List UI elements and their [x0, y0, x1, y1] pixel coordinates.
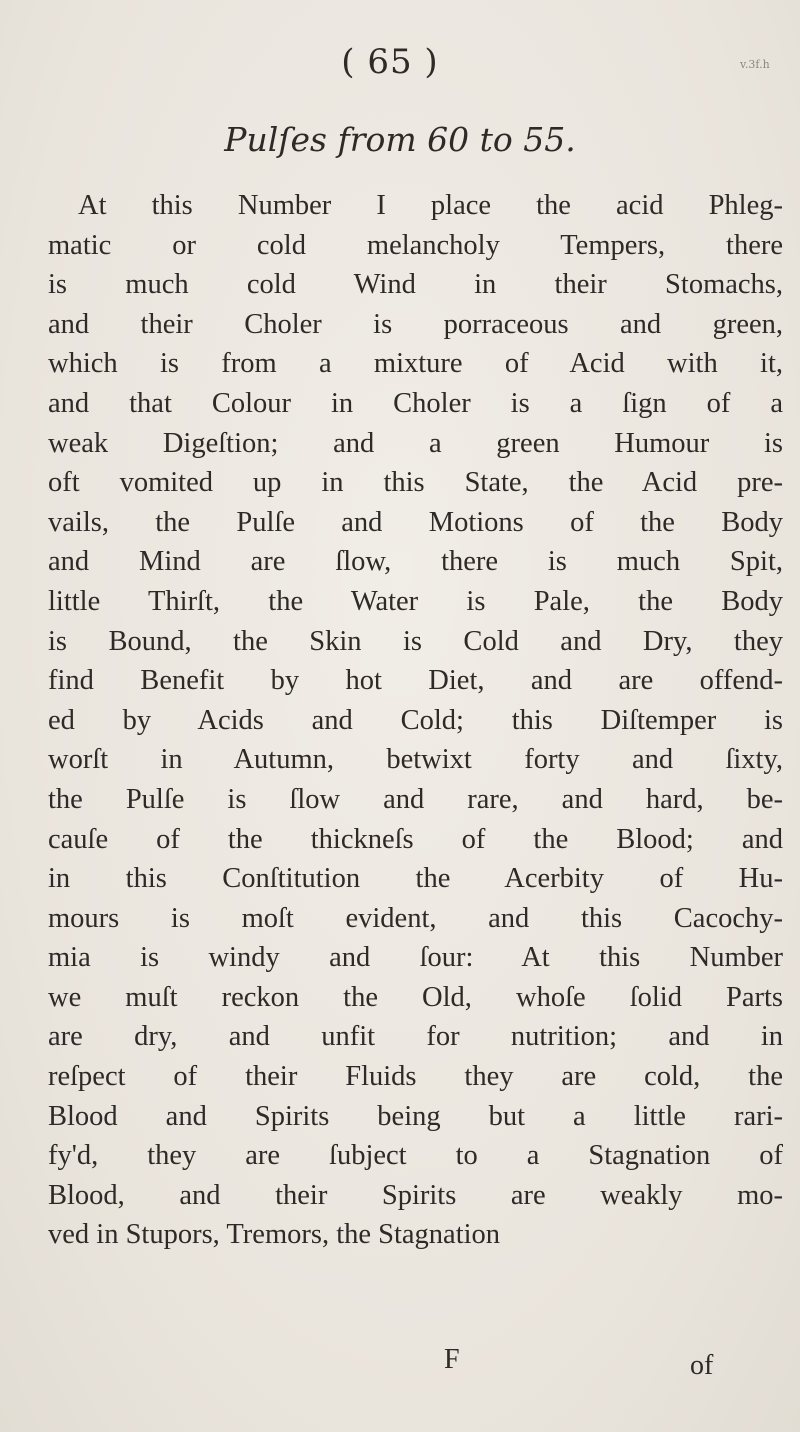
text-line: we muſt reckon the Old, whoſe ſolid Parts — [48, 981, 783, 1013]
text-line: is Bound, the Skin is Cold and Dry, they — [48, 625, 783, 657]
page-number: ( 65 ) — [341, 42, 439, 82]
marginal-mark: v.3f.h — [740, 58, 770, 71]
text-line: worſt in Autumn, betwixt forty and ſixty, — [48, 744, 783, 776]
text-line: fy'd, they are ſubject to a Stagnation of — [48, 1140, 783, 1172]
text-line: in this Conſtitution the Acerbity of Hu- — [48, 863, 783, 895]
text-line: are dry, and unfit for nutrition; and in — [48, 1021, 783, 1053]
text-line: oft vomited up in this State, the Acid pre- — [48, 467, 783, 499]
text-line: find Benefit by hot Diet, and are offend- — [48, 665, 783, 697]
text-line: and their Choler is porraceous and green, — [48, 308, 783, 340]
text-line: Blood and Spirits being but a little rari- — [48, 1100, 783, 1132]
text-line: little Thirſt, the Water is Pale, the Body — [48, 585, 783, 617]
text-line: is much cold Wind in their Stomachs, — [48, 269, 783, 301]
text-line: At this Number I place the acid Phleg- — [78, 190, 783, 221]
text-line: vails, the Pulſe and Motions of the Body — [48, 506, 783, 538]
text-line: the Pulſe is ſlow and rare, and hard, be- — [48, 783, 783, 815]
text-line: Blood, and their Spirits are weakly mo- — [48, 1179, 783, 1211]
text-line: weak Digeſtion; and a green Humour is — [48, 427, 783, 459]
text-line: ed by Acids and Cold; this Diſtemper is — [48, 704, 783, 736]
text-line: and that Colour in Choler is a ſign of a — [48, 387, 783, 419]
signature-mark: F — [444, 1344, 460, 1375]
text-line: mia is windy and ſour: At this Number — [48, 942, 783, 974]
text-line: reſpect of their Fluids they are cold, the — [48, 1061, 783, 1093]
text-line: cauſe of the thickneſs of the Blood; and — [48, 823, 783, 855]
text-line: which is from a mixture of Acid with it, — [48, 348, 783, 380]
text-line: and Mind are ſlow, there is much Spit, — [48, 546, 783, 578]
page-footer — [0, 1344, 800, 1384]
text-line: matic or cold melancholy Tempers, there — [48, 229, 783, 261]
text-line: ved in Stupors, Tremors, the Stagnation — [48, 1219, 501, 1251]
body-text — [48, 186, 783, 1255]
catchword: of — [690, 1350, 714, 1381]
text-line: mours is moſt evident, and this Cacochy- — [48, 902, 783, 934]
running-head: Pulſes from 60 to 55. — [224, 120, 576, 159]
